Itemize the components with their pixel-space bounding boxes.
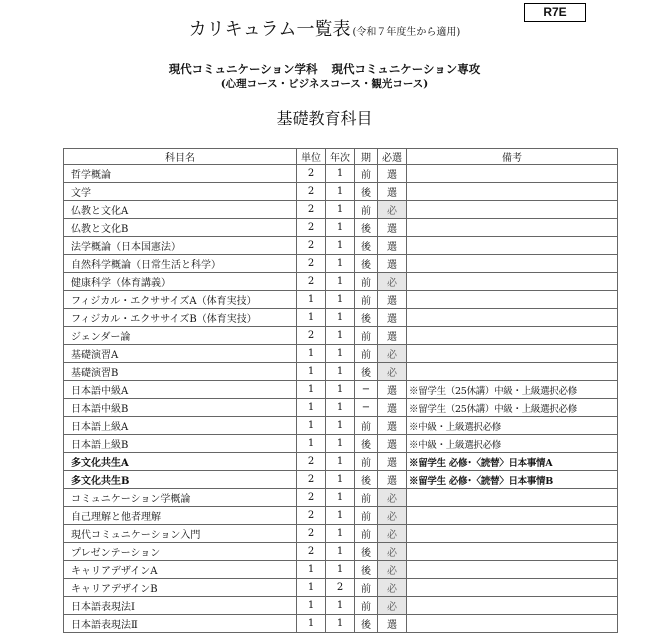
course-name: ジェンダー論 [64,327,297,345]
memo-cell [407,219,618,237]
credits-cell: 2 [297,183,326,201]
course-name: 法学概論（日本国憲法） [64,237,297,255]
revision-badge: R7E [524,3,586,22]
term-cell: 前 [355,345,378,363]
credits-cell: 1 [297,597,326,615]
term-cell: 後 [355,471,378,489]
section-title: 基礎教育科目 [276,109,373,128]
term-cell: 前 [355,579,378,597]
required-cell: 必 [378,543,407,561]
course-name: 文学 [64,183,297,201]
memo-cell [407,165,618,183]
memo-cell: ※中級・上級選択必修 [407,417,618,435]
header-required: 必選 [378,149,407,165]
table-row [64,237,618,255]
memo-cell [407,597,618,615]
term-cell: 後 [355,615,378,633]
year-cell: 1 [326,561,355,579]
credits-cell: 1 [297,363,326,381]
term-cell: 前 [355,507,378,525]
year-cell: 1 [326,201,355,219]
year-cell: 1 [326,543,355,561]
table-row [64,183,618,201]
memo-cell [407,615,618,633]
credits-cell: 2 [297,255,326,273]
course-name: 多文化共生B [64,471,297,489]
course-name: 自己理解と他者理解 [64,507,297,525]
term-cell: − [355,399,378,417]
course-name: コミュニケーション学概論 [64,489,297,507]
memo-cell [407,237,618,255]
memo-cell [407,345,618,363]
memo-cell [407,309,618,327]
credits-cell: 1 [297,615,326,633]
memo-cell [407,543,618,561]
credits-cell: 2 [297,525,326,543]
table-row [64,327,618,345]
memo-cell [407,579,618,597]
course-name: フィジカル・エクササイズA（体育実技） [64,291,297,309]
table-row [64,579,618,597]
term-cell: 前 [355,201,378,219]
memo-cell [407,201,618,219]
required-cell: 選 [378,183,407,201]
required-cell: 選 [378,435,407,453]
year-cell: 1 [326,291,355,309]
credits-cell: 1 [297,561,326,579]
memo-cell [407,489,618,507]
header-term: 期 [355,149,378,165]
curriculum-table [63,148,618,633]
term-cell: 前 [355,165,378,183]
table-row [64,363,618,381]
table-row [64,399,618,417]
course-name: キャリアデザインA [64,561,297,579]
course-name: 哲学概論 [64,165,297,183]
table-row [64,417,618,435]
required-cell: 必 [378,561,407,579]
term-cell: 前 [355,489,378,507]
course-name: 仏教と文化A [64,201,297,219]
year-cell: 1 [326,471,355,489]
year-cell: 1 [326,615,355,633]
table-row [64,561,618,579]
credits-cell: 2 [297,327,326,345]
term-cell: 後 [355,543,378,561]
table-row [64,507,618,525]
term-cell: 後 [355,435,378,453]
memo-cell: ※留学生（25休講）中級・上級選択必修 [407,381,618,399]
header-credits: 単位 [297,149,326,165]
term-cell: 後 [355,237,378,255]
credits-cell: 1 [297,381,326,399]
credits-cell: 1 [297,345,326,363]
term-cell: 後 [355,561,378,579]
table-row [64,525,618,543]
credits-cell: 2 [297,273,326,291]
table-row [64,453,618,471]
credits-cell: 2 [297,201,326,219]
term-cell: 後 [355,363,378,381]
credits-cell: 1 [297,309,326,327]
credits-cell: 2 [297,237,326,255]
term-cell: 前 [355,597,378,615]
credits-cell: 2 [297,453,326,471]
year-cell: 1 [326,507,355,525]
course-name: キャリアデザインB [64,579,297,597]
year-cell: 1 [326,309,355,327]
table-row [64,309,618,327]
table-row [64,543,618,561]
credits-cell: 2 [297,507,326,525]
memo-cell [407,525,618,543]
year-cell: 1 [326,255,355,273]
required-cell: 必 [378,597,407,615]
credits-cell: 2 [297,165,326,183]
year-cell: 1 [326,399,355,417]
table-row [64,615,618,633]
term-cell: 後 [355,219,378,237]
year-cell: 1 [326,381,355,399]
required-cell: 選 [378,327,407,345]
header-memo: 備考 [407,149,618,165]
course-name: 仏教と文化B [64,219,297,237]
year-cell: 1 [326,453,355,471]
required-cell: 選 [378,471,407,489]
header-year: 年次 [326,149,355,165]
memo-cell [407,273,618,291]
term-cell: 前 [355,291,378,309]
memo-cell [407,291,618,309]
required-cell: 選 [378,399,407,417]
course-name: 日本語表現法Ⅰ [64,597,297,615]
required-cell: 選 [378,615,407,633]
term-cell: 後 [355,183,378,201]
required-cell: 必 [378,579,407,597]
course-name: 日本語中級B [64,399,297,417]
required-cell: 必 [378,345,407,363]
term-cell: 後 [355,309,378,327]
term-cell: 前 [355,453,378,471]
required-cell: 必 [378,201,407,219]
year-cell: 1 [326,237,355,255]
course-name: 日本語中級A [64,381,297,399]
course-name: 基礎演習A [64,345,297,363]
term-cell: 前 [355,273,378,291]
credits-cell: 2 [297,471,326,489]
table-row [64,597,618,615]
course-name: 日本語表現法Ⅱ [64,615,297,633]
table-row [64,219,618,237]
required-cell: 選 [378,381,407,399]
term-cell: − [355,381,378,399]
required-cell: 必 [378,363,407,381]
term-cell: 前 [355,327,378,345]
course-name: 健康科学（体育講義） [64,273,297,291]
course-name: フィジカル・エクササイズB（体育実技） [64,309,297,327]
required-cell: 選 [378,219,407,237]
page-title [0,15,649,41]
memo-cell [407,183,618,201]
required-cell: 選 [378,417,407,435]
course-name: 現代コミュニケーション入門 [64,525,297,543]
course-name: 基礎演習B [64,363,297,381]
course-name: 多文化共生A [64,453,297,471]
required-cell: 必 [378,273,407,291]
required-cell: 必 [378,525,407,543]
table-row [64,381,618,399]
table-row [64,273,618,291]
header-name: 科目名 [64,149,297,165]
memo-cell [407,507,618,525]
table-row [64,165,618,183]
credits-cell: 2 [297,543,326,561]
credits-cell: 1 [297,435,326,453]
year-cell: 1 [326,327,355,345]
credits-cell: 2 [297,489,326,507]
table-row [64,435,618,453]
required-cell: 選 [378,453,407,471]
year-cell: 1 [326,525,355,543]
year-cell: 2 [326,579,355,597]
required-cell: 選 [378,165,407,183]
year-cell: 1 [326,219,355,237]
memo-cell: ※留学生（25休講）中級・上級選択必修 [407,399,618,417]
required-cell: 選 [378,237,407,255]
title-text: カリキュラム一覧表 [188,19,351,40]
department-line [0,61,649,77]
year-cell: 1 [326,363,355,381]
memo-cell [407,327,618,345]
course-name: 日本語上級A [64,417,297,435]
required-cell: 選 [378,309,407,327]
memo-cell [407,255,618,273]
year-cell: 1 [326,597,355,615]
memo-cell: ※留学生 必修･〈読替〉日本事情A [407,453,618,471]
required-cell: 選 [378,291,407,309]
title-note: (令和７年度生から適用) [352,27,461,38]
department-name: 現代コミュニケーション学科 [168,62,318,76]
credits-cell: 2 [297,219,326,237]
credits-cell: 1 [297,417,326,435]
required-cell: 必 [378,507,407,525]
credits-cell: 1 [297,579,326,597]
required-cell: 必 [378,489,407,507]
table-row [64,489,618,507]
credits-cell: 1 [297,291,326,309]
course-name: 自然科学概論（日常生活と科学） [64,255,297,273]
year-cell: 1 [326,417,355,435]
table-header-row [64,149,618,165]
year-cell: 1 [326,165,355,183]
memo-cell [407,561,618,579]
term-cell: 前 [355,417,378,435]
required-cell: 選 [378,255,407,273]
year-cell: 1 [326,345,355,363]
memo-cell: ※中級・上級選択必修 [407,435,618,453]
year-cell: 1 [326,435,355,453]
memo-cell: ※留学生 必修･〈読替〉日本事情B [407,471,618,489]
year-cell: 1 [326,183,355,201]
memo-cell [407,363,618,381]
table-row [64,255,618,273]
course-name: プレゼンテーション [64,543,297,561]
term-cell: 前 [355,525,378,543]
table-row [64,201,618,219]
table-row [64,345,618,363]
courses-note: (心理コース・ビジネスコース・観光コース) [220,78,429,90]
year-cell: 1 [326,273,355,291]
term-cell: 後 [355,255,378,273]
credits-cell: 1 [297,399,326,417]
table-row [64,471,618,489]
major-name: 現代コミュニケーション専攻 [331,62,481,76]
year-cell: 1 [326,489,355,507]
course-name: 日本語上級B [64,435,297,453]
table-row [64,291,618,309]
